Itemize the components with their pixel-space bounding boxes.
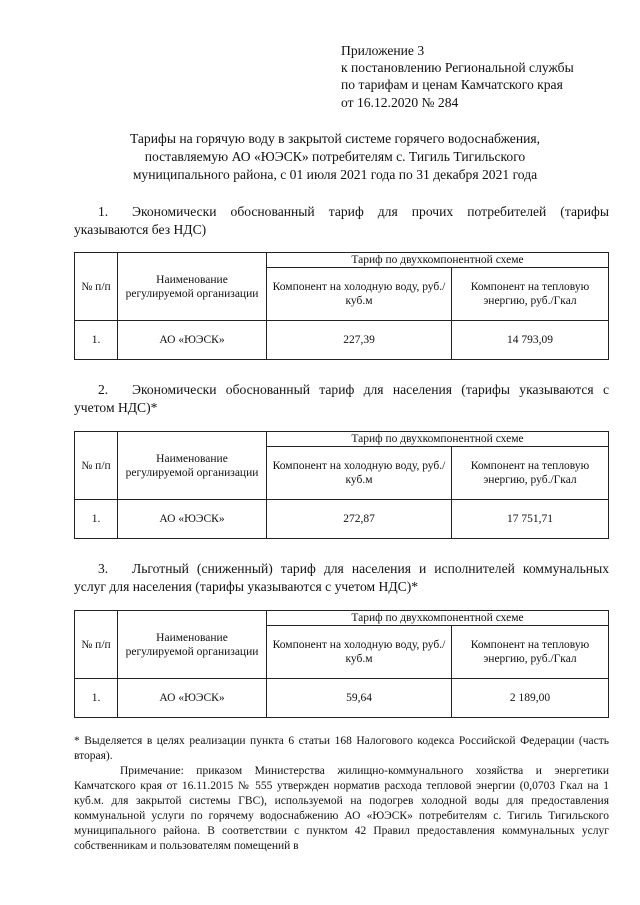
cell-cold: 227,39 <box>267 321 452 360</box>
title-line: Тарифы на горячую воду в закрытой системе горячего водоснабжения, <box>129 131 541 146</box>
section-heading-text: Экономически обоснованный тариф для населения (тарифы указываются с учетом НДС)* <box>74 382 609 415</box>
section-heading-text: Экономически обоснованный тариф для прочих потребителей (тарифы указываются без НДС) <box>74 204 609 237</box>
col-header-heat: Компонент на тепловую энергию, руб./Гкал <box>452 447 609 500</box>
col-header-cold: Компонент на холодную воду, руб./куб.м <box>267 626 452 679</box>
col-header-cold: Компонент на холодную воду, руб./куб.м <box>267 447 452 500</box>
cell-heat: 14 793,09 <box>452 321 609 360</box>
cell-num: 1. <box>75 679 118 718</box>
footnote-block <box>74 734 609 854</box>
tariff-table-3 <box>74 610 609 718</box>
col-header-scheme: Тариф по двухкомпонентной схеме <box>267 611 609 626</box>
appendix-line: Приложение 3 <box>341 43 425 58</box>
col-header-scheme: Тариф по двухкомпонентной схеме <box>267 253 609 268</box>
col-header-num: № п/п <box>75 253 118 321</box>
appendix-line: по тарифам и ценам Камчатского края <box>341 77 563 93</box>
cell-org: АО «ЮЭСК» <box>118 500 267 539</box>
table-row <box>75 679 609 718</box>
col-header-cold: Компонент на холодную воду, руб./куб.м <box>267 268 452 321</box>
document-title <box>70 130 600 184</box>
appendix-block <box>341 42 621 111</box>
col-header-heat: Компонент на тепловую энергию, руб./Гкал <box>452 268 609 321</box>
cell-heat: 2 189,00 <box>452 679 609 718</box>
col-header-heat: Компонент на тепловую энергию, руб./Гкал <box>452 626 609 679</box>
footnote-note: Примечание: приказом Министерства жилищно-коммунального хозяйства и энергетики Камчатского края от 16.11.2015 № 555 утвержден норматив расхода тепловой энергии (0,0703 Гкал на 1 куб.м. для закрытой системы ГВС), используемой на подогрев холодной воды для предоставления коммунальной услуги по горячему водоснабжению АО «ЮЭСК» потребителям с. Тигиль Тигильского муниципального района. В соответствии с пунктом 42 Правил предоставления коммунальных услуг собственникам и пользователям помещений в <box>74 765 609 852</box>
title-line: поставляемую АО «ЮЭСК» потребителям с. Тигиль Тигильского <box>144 149 526 164</box>
footnote-star: * Выделяется в целях реализации пункта 6 статьи 168 Налогового кодекса Российской Федерации (часть вторая). <box>74 735 609 762</box>
section-1-heading <box>74 203 609 239</box>
title-line: муниципального района, с 01 июля 2021 года по 31 декабря 2021 года <box>132 167 538 182</box>
cell-org: АО «ЮЭСК» <box>118 321 267 360</box>
col-header-org: Наименование регулируемой организации <box>118 253 267 321</box>
tariff-table-2 <box>74 431 609 539</box>
section-heading-text: Льготный (сниженный) тариф для населения и исполнителей коммунальных услуг для населения (тарифы указываются с учетом НДС)* <box>74 561 609 594</box>
section-3-heading <box>74 560 609 596</box>
section-number: 2. <box>98 382 109 397</box>
col-header-num: № п/п <box>75 432 118 500</box>
appendix-line: от 16.12.2020 № 284 <box>341 94 459 110</box>
cell-org: АО «ЮЭСК» <box>118 679 267 718</box>
table-row <box>75 500 609 539</box>
cell-num: 1. <box>75 321 118 360</box>
table-row <box>75 321 609 360</box>
col-header-org: Наименование регулируемой организации <box>118 611 267 679</box>
col-header-scheme: Тариф по двухкомпонентной схеме <box>267 432 609 447</box>
section-number: 1. <box>98 204 109 219</box>
cell-cold: 59,64 <box>267 679 452 718</box>
appendix-line: к постановлению Региональной службы <box>341 60 574 76</box>
col-header-num: № п/п <box>75 611 118 679</box>
section-2-heading <box>74 381 609 417</box>
section-number: 3. <box>98 561 109 576</box>
cell-cold: 272,87 <box>267 500 452 539</box>
col-header-org: Наименование регулируемой организации <box>118 432 267 500</box>
cell-heat: 17 751,71 <box>452 500 609 539</box>
cell-num: 1. <box>75 500 118 539</box>
tariff-table-1 <box>74 252 609 360</box>
